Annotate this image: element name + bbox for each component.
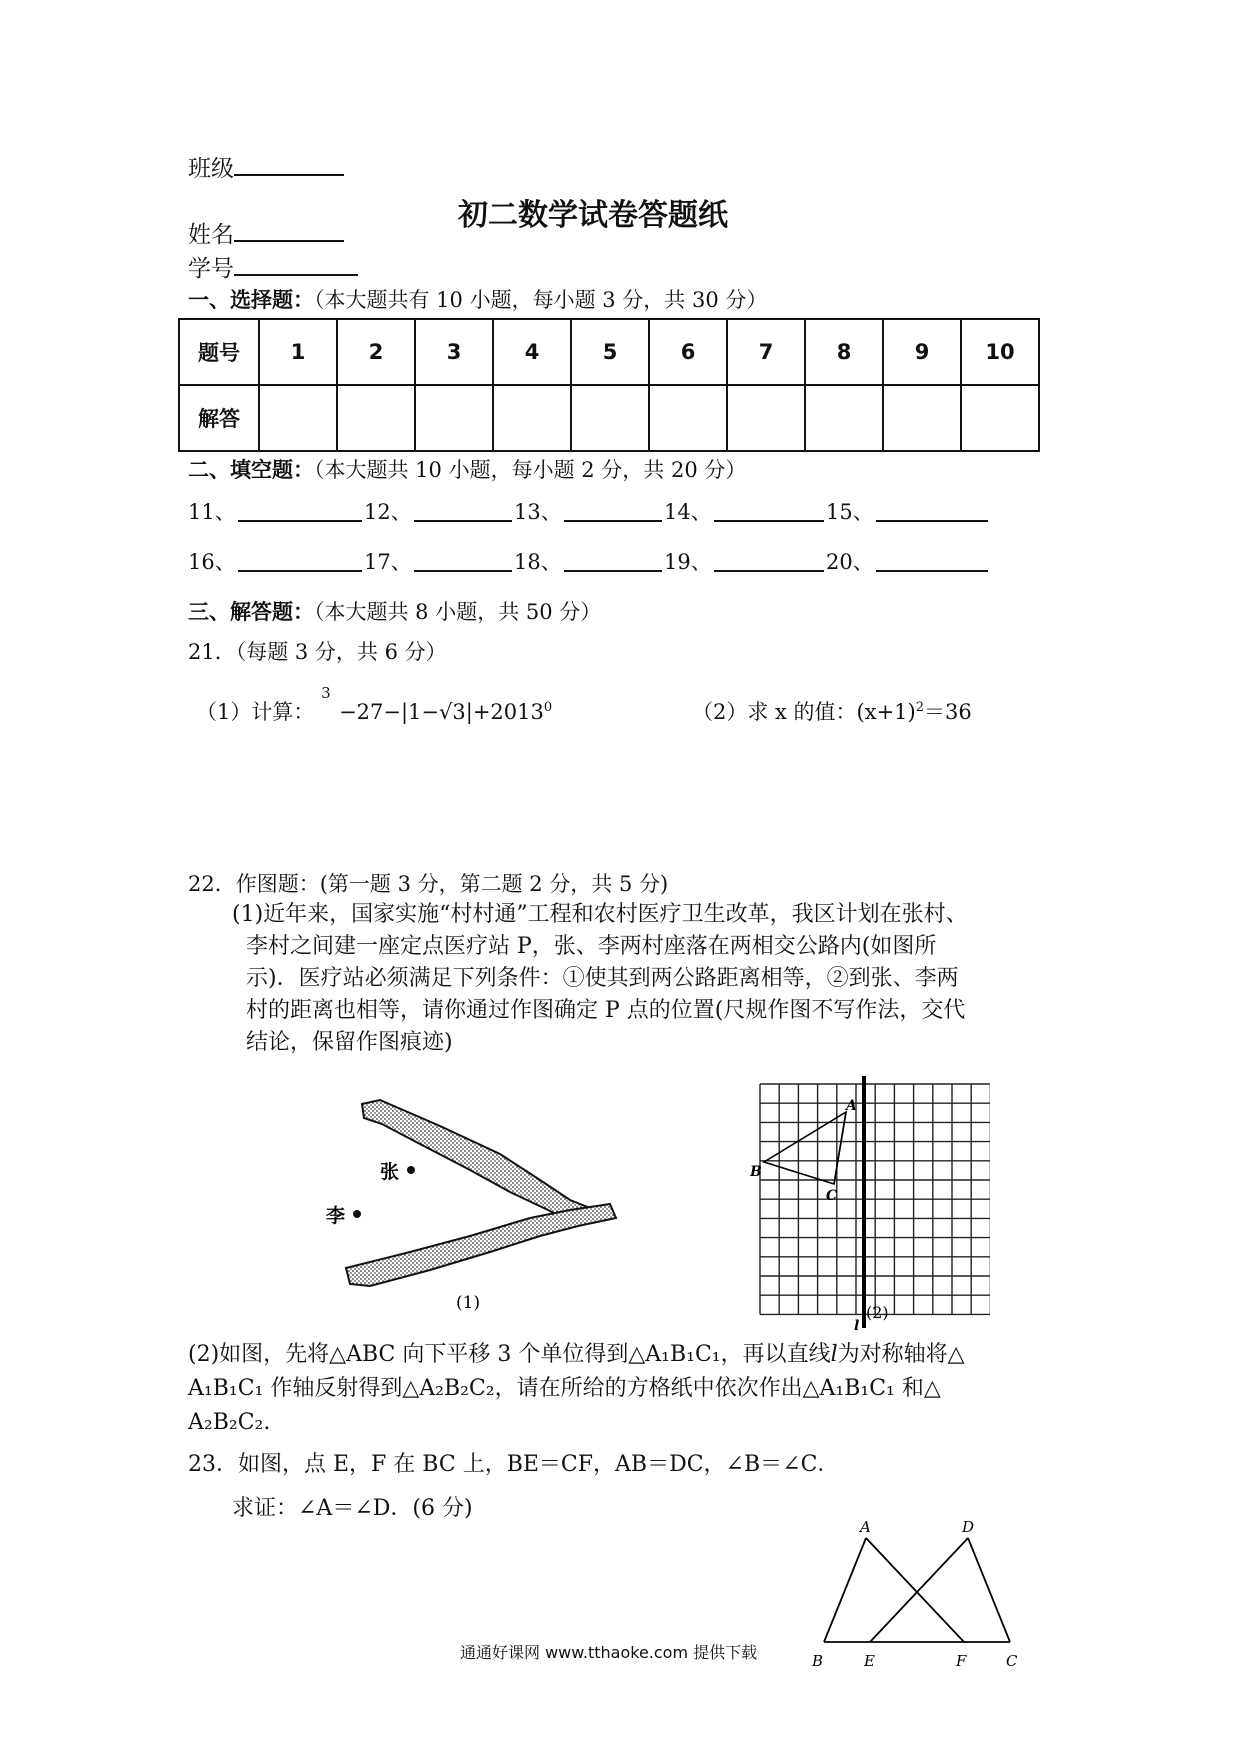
question-number-cell: 3 — [415, 319, 493, 385]
fill-row-2 — [188, 546, 1008, 576]
id-blank — [234, 252, 358, 276]
grid-figure — [750, 1074, 990, 1338]
zhang-village-point — [407, 1166, 415, 1174]
question-number-cell: 10 — [961, 319, 1039, 385]
fill-blank[interactable] — [876, 570, 988, 572]
grid-lines — [760, 1084, 990, 1314]
zhang-label: 张 — [380, 1161, 400, 1183]
q22-part1-line: 结论，保留作图痕迹) — [246, 1030, 453, 1055]
q21-part2-rhs: ＝36 — [924, 700, 972, 724]
question-number-cell: 1 — [259, 319, 337, 385]
q23-statement: 23．如图，点 E，F 在 BC 上，BE＝CF，AB＝DC，∠B＝∠C． — [188, 1452, 840, 1477]
section3-heading: 三、解答题： — [188, 599, 314, 624]
answer-cell[interactable] — [493, 385, 571, 451]
fill-item-label: 11、 — [188, 500, 236, 524]
fig2-label-b: B — [750, 1164, 762, 1180]
answer-cell[interactable] — [259, 385, 337, 451]
label-f: F — [956, 1652, 967, 1670]
li-village-point — [353, 1210, 361, 1218]
fig2-caption: (2) — [866, 1303, 889, 1322]
q22-part2-line: A₂B₂C₂. — [188, 1410, 271, 1435]
lower-road — [346, 1204, 616, 1286]
fill-item-label: 15、 — [826, 500, 874, 524]
section1-note: （本大题共有 10 小题，每小题 3 分，共 30 分） — [314, 288, 768, 312]
fill-blank[interactable] — [564, 520, 662, 522]
fill-item-label: 17、 — [364, 550, 412, 574]
fig2-label-l: l — [854, 1318, 860, 1334]
row-label-answer: 解答 — [179, 385, 259, 451]
q21-part2-label: （2）求 x 的值：(x+1) — [692, 700, 916, 724]
q22-part1-line: 村的距离也相等，请你通过作图确定 P 点的位置(尺规作图不写作法，交代 — [246, 998, 966, 1023]
answer-cell[interactable] — [961, 385, 1039, 451]
fill-item-label: 19、 — [664, 550, 712, 574]
li-label: 李 — [326, 1205, 346, 1227]
fill-blank[interactable] — [414, 570, 512, 572]
choice-answer-table — [178, 318, 1040, 452]
q22-part2-text: (2)如图，先将△ABC 向下平移 3 个单位得到△A₁B₁C₁，再以直线 — [188, 1342, 831, 1367]
section2-header — [188, 454, 746, 484]
fill-blank[interactable] — [238, 520, 362, 522]
fill-item-label: 20、 — [826, 550, 874, 574]
section1-header — [188, 284, 767, 314]
name-field — [188, 216, 344, 249]
q21-title: 21．（每题 3 分，共 6 分） — [188, 640, 447, 664]
triangles-figure — [810, 1518, 1030, 1674]
q22-part2-text-b: 为对称轴将△ — [837, 1342, 965, 1367]
question-number-cell: 9 — [883, 319, 961, 385]
fill-blank[interactable] — [564, 570, 662, 572]
question-number-cell: 6 — [649, 319, 727, 385]
fill-row-1 — [188, 496, 1008, 526]
q21-part1-exponent: 0 — [543, 700, 553, 715]
section2-note: （本大题共 10 小题，每小题 2 分，共 20 分） — [314, 458, 747, 482]
q22-part1-line: (1)近年来，国家实施“村村通”工程和农村医疗卫生改革，我区计划在张村、 — [232, 902, 968, 927]
q23-prove: 求证：∠A＝∠D．(6 分) — [232, 1496, 473, 1521]
question-number-cell: 5 — [571, 319, 649, 385]
section3-note: （本大题共 8 小题，共 50 分） — [314, 600, 602, 624]
q22-title: 22．作图题：(第一题 3 分，第二题 2 分，共 5 分) — [188, 872, 669, 896]
fill-item-label: 12、 — [364, 500, 412, 524]
id-field — [188, 250, 358, 283]
footer-text: 通通好课网 www.tthaoke.com 提供下载 — [460, 1643, 758, 1662]
class-field — [188, 150, 344, 183]
roads-figure — [300, 1090, 630, 1320]
fill-blank[interactable] — [414, 520, 512, 522]
answer-cell[interactable] — [727, 385, 805, 451]
name-label: 姓名 — [188, 222, 234, 248]
fig1-caption: (1) — [456, 1293, 481, 1313]
answer-cell[interactable] — [649, 385, 727, 451]
id-label: 学号 — [188, 256, 234, 282]
q21-part1 — [196, 684, 553, 726]
fill-blank[interactable] — [876, 520, 988, 522]
fill-blank[interactable] — [238, 570, 362, 572]
fill-blank[interactable] — [714, 570, 824, 572]
q21-part1-expr: −27−|1−√3|+2013 — [339, 700, 544, 724]
q22-part2-line-l: l — [830, 1342, 838, 1367]
section2-heading: 二、填空题： — [188, 457, 314, 482]
label-d: D — [962, 1518, 975, 1536]
q21-part2 — [692, 696, 972, 726]
q22-part2-line — [188, 1338, 965, 1372]
cube-root-index: 3 — [321, 684, 331, 702]
fill-item-label: 18、 — [514, 550, 562, 574]
q21-part1-label: （1）计算： — [196, 700, 315, 724]
q21-part1-expression — [321, 684, 553, 724]
q21-part2-exponent: 2 — [915, 700, 925, 715]
answer-cell[interactable] — [415, 385, 493, 451]
answer-cell[interactable] — [337, 385, 415, 451]
fill-item-label: 13、 — [514, 500, 562, 524]
label-c: C — [1006, 1652, 1018, 1670]
fig2-label-a: A — [846, 1098, 857, 1114]
section1-heading: 一、选择题： — [188, 287, 314, 312]
q22-part1-line: 李村之间建一座定点医疗站 P，张、李两村座落在两相交公路内(如图所 — [246, 934, 937, 959]
page-title: 初二数学试卷答题纸 — [458, 198, 728, 233]
fill-blank[interactable] — [714, 520, 824, 522]
q22-part2-line: A₁B₁C₁ 作轴反射得到△A₂B₂C₂，请在所给的方格纸中依次作出△A₁B₁C₁ 和△ — [188, 1376, 941, 1401]
section3-header — [188, 596, 601, 626]
fill-item-label: 14、 — [664, 500, 712, 524]
question-number-cell: 7 — [727, 319, 805, 385]
class-blank — [234, 152, 344, 176]
question-number-cell: 2 — [337, 319, 415, 385]
class-label: 班级 — [188, 156, 234, 182]
answer-cell[interactable] — [883, 385, 961, 451]
label-a: A — [860, 1518, 871, 1536]
label-e: E — [864, 1652, 875, 1670]
question-number-cell: 8 — [805, 319, 883, 385]
fill-item-label: 16、 — [188, 550, 236, 574]
q22-part1-line: 示)．医疗站必须满足下列条件：①使其到两公路距离相等，②到张、李两 — [246, 966, 959, 991]
answer-cell[interactable] — [571, 385, 649, 451]
row-label-number: 题号 — [179, 319, 259, 385]
answer-cell[interactable] — [805, 385, 883, 451]
name-blank — [234, 218, 344, 242]
fig2-label-c: C — [826, 1188, 838, 1204]
label-b: B — [812, 1652, 824, 1670]
question-number-cell: 4 — [493, 319, 571, 385]
